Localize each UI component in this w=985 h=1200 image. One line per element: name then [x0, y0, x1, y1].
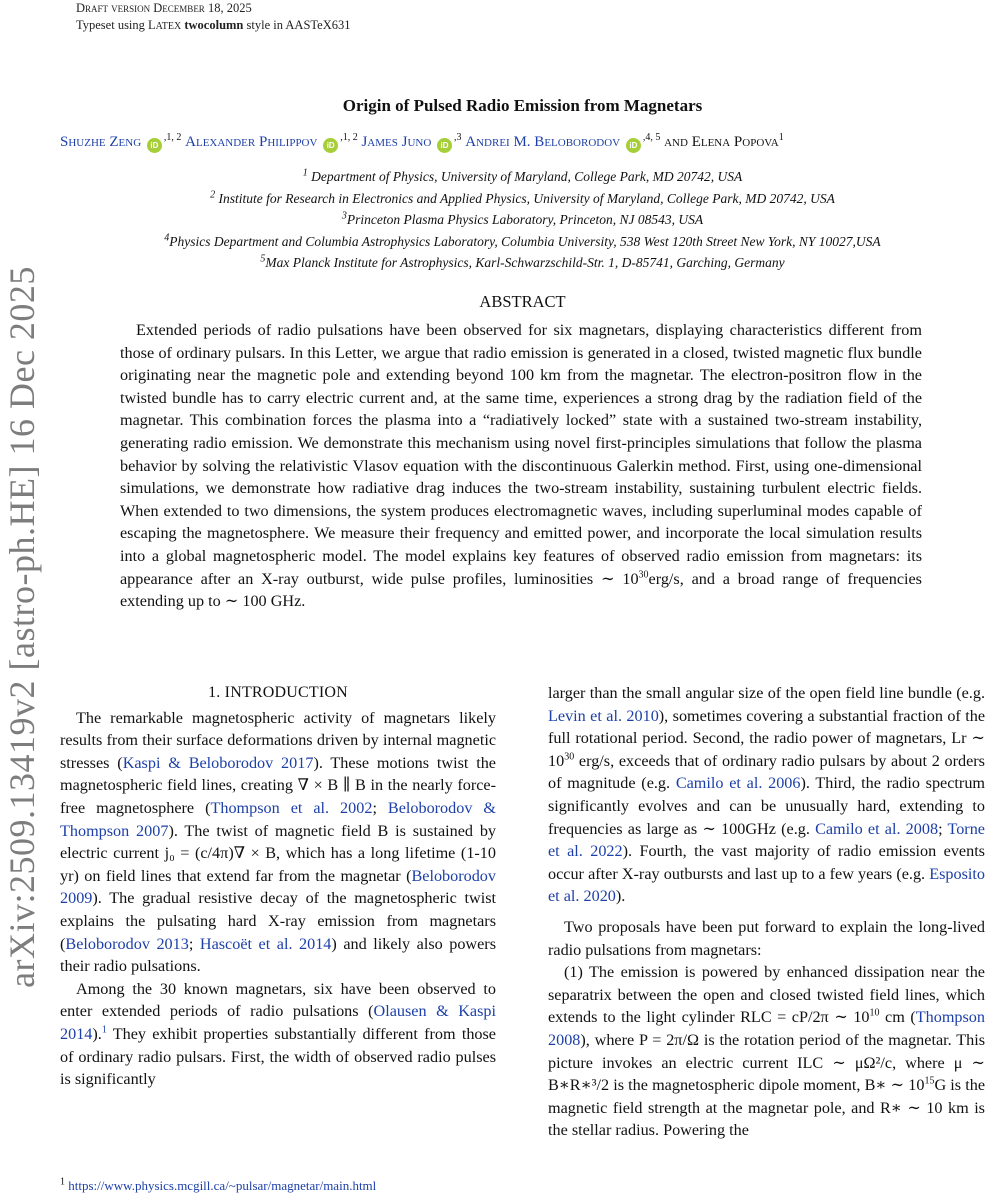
- author-name[interactable]: James Juno: [361, 134, 432, 150]
- typeset-line: Typeset using LATEX twocolumn style in AASTeX631: [76, 18, 351, 32]
- citation-link[interactable]: Olausen & Kaspi 2014: [60, 1002, 496, 1043]
- citation-link[interactable]: Camilo et al. 2008: [815, 819, 939, 838]
- citation-link[interactable]: Esposito et al. 2020: [548, 864, 985, 906]
- author-name[interactable]: Shuzhe Zeng: [60, 134, 142, 150]
- author-name[interactable]: Andrei M. Beloborodov: [465, 134, 621, 150]
- affiliation-list: [60, 166, 985, 274]
- arxiv-stamp: [0, 0, 44, 1200]
- orcid-icon[interactable]: iD: [323, 138, 338, 153]
- citation-link[interactable]: Torne et al. 2022: [548, 819, 985, 861]
- citation-link[interactable]: Beloborodov 2013: [65, 934, 189, 953]
- orcid-icon[interactable]: iD: [147, 138, 162, 153]
- paragraph: Two proposals have been put forward to explain the long-lived radio pulsations from magnetars:: [548, 917, 985, 959]
- affiliation: $^5$Max Planck Institute for Astrophysics, Karl-Schwarzschild-Str. 1, D-85741, Garching, Germany: [260, 253, 785, 270]
- author-list: Shuzhe Zeng $iD^{,1, 2}$ Alexander Philippov $iD^{,1, 2}$ James Juno $iD^{,3}$ Andrei M. Beloborodov $iD^{,4, 5}$ and Elena Popova$^1$: [60, 134, 980, 153]
- footnote: $^1$ https://www.physics.mcgill.ca/~pulsar/magnetar/main.html: [60, 1176, 377, 1193]
- section-heading: 1. INTRODUCTION: [208, 684, 348, 701]
- abstract-body: Extended periods of radio pulsations have been observed for six magnetars, displaying characteristics different from those of ordinary pulsars. In this Letter, we argue that radio emission is generated in a closed, twisted magnetic flux bundle originating near the magnetic pole and extending beyond 100 km from the magnetar. The electron-positron flow in the twisted bundle has to carry electric current and, at the same time, experiences a strong drag by the radiation field of the magnetar. This combination forces the plasma into a “radiatively locked” state with a sustained two-stream instability, generating radio emission. We demonstrate this mechanism using novel first-principles simulations that follow the plasma behavior by solving the relativistic Vlasov equation with the discontinuous Galerkin method. First, using one-dimensional simulations, we demonstrate how radiative drag induces the two-stream instability, sustaining turbulent electric fields. When extended to two dimensions, the system produces electromagnetic waves, including superluminal modes capable of escaping the magnetosphere. We measure their frequency and emitted power, and incorporate the local simulation results into a global magnetospheric model. The model explains key features of observed radio emission from magnetars: its appearance after an X-ray outburst, wide pulse profiles, luminosities ∼ $10^{30}erg/s$, and a broad range of frequencies extending up to ∼ 100 GHz.: [120, 321, 922, 611]
- paragraph: larger than the small angular size of the open field line bundle (e.g. Levin et al. 2010), sometimes covering a substantial fraction of the full rotational period. Second, the radio power of magnetars, Lr ∼ $10^{30}$ erg/s, exceeds that of ordinary radio pulsars by about 2 orders of magnitude (e.g. Camilo et al. 2006). Third, the radio spectrum significantly evolves and can be unusually hard, extending to frequencies as large as ∼ 100GHz (e.g. Camilo et al. 2008; Torne et al. 2022). Fourth, the vast majority of radio emission events occur after X-ray outbursts and last up to a few years (e.g. Esposito et al. 2020).: [548, 684, 985, 906]
- footnote-link[interactable]: https://www.physics.mcgill.ca/~pulsar/magnetar/main.html: [68, 1178, 377, 1193]
- arxiv-id: arXiv:2509.13419v2 [astro-ph.HE] 16 Dec 2025: [2, 266, 42, 988]
- affiliation: $^2$ Institute for Research in Electronics and Applied Physics, University of Maryland, College Park, MD 20742, USA: [210, 189, 835, 206]
- paper-title: Origin of Pulsed Radio Emission from Magnetars: [342, 96, 703, 115]
- citation-link[interactable]: Levin et al. 2010: [548, 706, 659, 725]
- author-name[interactable]: Alexander Philippov: [185, 134, 318, 150]
- orcid-icon[interactable]: iD: [437, 138, 452, 153]
- author-name: Elena Popova: [691, 134, 779, 150]
- citation-link[interactable]: Camilo et al. 2006: [675, 774, 801, 793]
- citation-link[interactable]: Thompson 2008: [548, 1008, 985, 1049]
- affiliation: $^4$Physics Department and Columbia Astrophysics Laboratory, Columbia University, 538 West 120th Street New York, NY 10027,USA: [164, 232, 881, 249]
- paragraph: Among the 30 known magnetars, six have been observed to enter extended periods of radio pulsations (Olausen & Kaspi 2014).$^1$ They exhibit properties substantially different from those of ordinary radio pulsars. First, the width of observed radio pulses is significantly: [60, 979, 496, 1089]
- citation-link[interactable]: Kaspi & Beloborodov 2017: [122, 753, 314, 772]
- affiliation: $^3$Princeton Plasma Physics Laboratory, Princeton, NJ 08543, USA: [341, 210, 704, 227]
- footnote-marker[interactable]: 1: [101, 1024, 107, 1036]
- orcid-icon[interactable]: iD: [626, 138, 641, 153]
- right-column: [548, 682, 985, 1142]
- page-header: [76, 0, 351, 35]
- citation-link[interactable]: Beloborodov & Thompson 2007: [60, 798, 496, 840]
- paragraph: The remarkable magnetospheric activity of magnetars likely results from their surface deformations driven by internal magnetic stresses (Kaspi & Beloborodov 2017). These motions twist the magnetospheric field lines, creating ∇ × B ∥ B in the nearly force-free magnetosphere (Thompson et al. 2002; Beloborodov & Thompson 2007). The twist of magnetic field B is sustained by electric current j₀ = (c/4π)∇ × B, which has a long lifetime (1-10 yr) on field lines that extend far from the magnetar (Beloborodov 2009). The gradual resistive decay of the magnetospheric twist explains the pulsating hard X-ray emission from magnetars (Beloborodov 2013; Hascoët et al. 2014) and likely also powers their radio pulsations.: [60, 708, 497, 976]
- draft-line: Draft version December 18, 2025: [76, 1, 252, 15]
- citation-link[interactable]: Hascoët et al. 2014: [199, 934, 332, 953]
- citation-link[interactable]: Beloborodov 2009: [60, 866, 496, 908]
- abstract-heading: ABSTRACT: [479, 292, 566, 311]
- paragraph: (1) The emission is powered by enhanced dissipation near the separatrix between the open and closed twisted field lines, which extends to the light cylinder RLC = cP/2π ∼ $10^{10}$ cm (Thompson 2008), where P = 2π/Ω is the rotation period of the magnetar. This picture invokes an electric current ILC ∼ μΩ²/c, where μ ∼ B∗R∗³/2 is the magnetospheric dipole moment, B∗ ∼ $10^{15}G$ is the magnetic field strength at the magnetar pole, and R∗ ∼ 10 km is the stellar radius. Powering the: [548, 963, 985, 1140]
- affiliation: $^1$ Department of Physics, University of Maryland, College Park, MD 20742, USA: [302, 167, 743, 184]
- left-column: [60, 682, 496, 1091]
- citation-link[interactable]: Thompson et al. 2002: [210, 798, 373, 817]
